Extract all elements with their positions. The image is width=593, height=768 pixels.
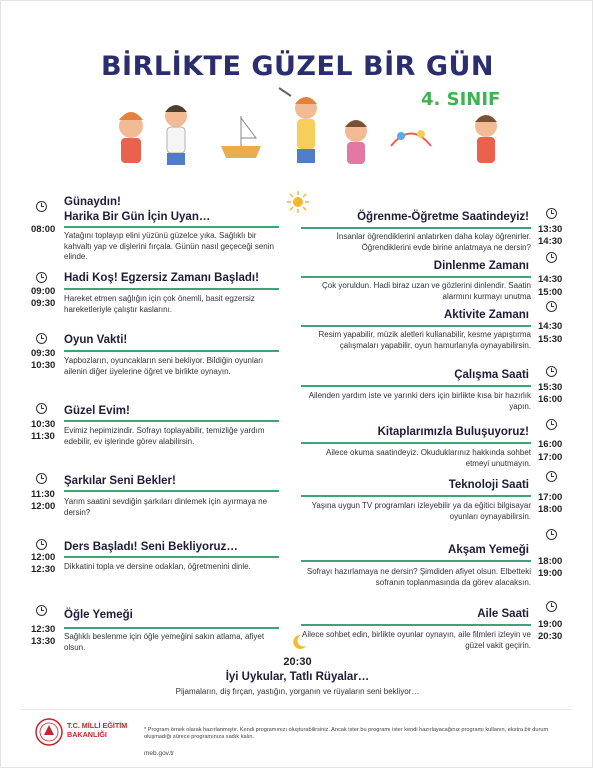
divider	[64, 556, 279, 558]
time-end: 19:00	[538, 568, 563, 579]
time-end: 15:30	[538, 334, 563, 345]
time-start: 10:30	[31, 419, 56, 430]
entry-description: Dikkatini topla ve dersine odaklan, öğretmenini dinle.	[64, 562, 251, 571]
entry-description: İnsanlar öğrendiklerini anlatırken daha kolay öğrenirler. Öğrendiklerini evde birine anlatmaya ne dersin?	[336, 232, 531, 252]
entry-title: Teknoloji Saati	[448, 479, 529, 491]
clock-icon	[36, 201, 47, 212]
night-description: Pijamaların, diş fırçan, yastığın, yorganın ve rüyaların seni bekliyor…	[175, 687, 420, 696]
ministry-name	[67, 721, 127, 739]
ministry-name-line2: BAKANLIĞI	[67, 730, 107, 739]
time-end: 09:30	[31, 298, 56, 309]
entry-description: Çok yoruldun. Hadi biraz uzan ve gözlerini dinlendir. Saatin alarmını kurmayı unutma	[321, 281, 531, 301]
divider	[301, 495, 531, 497]
time-end: 15:00	[538, 287, 563, 298]
footer-url[interactable]: meb.gov.tr	[144, 750, 175, 757]
entry-title: Öğrenme-Öğretme Saatindeyiz!	[357, 211, 529, 223]
divider	[64, 288, 279, 290]
entry-title: Öğle Yemeği	[64, 609, 133, 621]
entry-title: Aile Saati	[477, 608, 529, 620]
entry-description: Yarım saatini sevdiğin şarkıları dinlemek için ayırmaya ne dersin?	[64, 497, 268, 517]
entry-description: Yapbozların, oyuncakların seni bekliyor. Bildiğin oyunları ailenin diğer üyelerine öğret ve birlikte oynayın.	[64, 356, 264, 376]
clock-icon	[546, 419, 557, 430]
sun-icon	[287, 191, 309, 213]
time-start: 12:30	[31, 624, 56, 635]
entry-title: Akşam Yemeği	[448, 544, 529, 556]
entry-description: Yaşına uygun TV programları izleyebilir ya da eğitici bilgisayar oyunları oynayabilirsin.	[311, 501, 531, 521]
time-end: 18:00	[538, 504, 563, 515]
clock-icon	[546, 301, 557, 312]
time-start: 13:30	[538, 224, 563, 235]
entry-description: Resim yapabilir, müzik aletleri kullanabilir, kesme yapıştırma çalışmaları yapabilir, oyun hamurlarıyla oynayabilirsin.	[318, 330, 531, 350]
time-end: 20:30	[538, 631, 563, 642]
time-start: 19:00	[538, 619, 563, 630]
entry-description: Ailece okuma saatindeyiz. Okuduklarınız hakkında sohbet etmeyi unutmayın.	[325, 448, 531, 468]
entry-title: Dinlenme Zamanı	[433, 260, 529, 272]
ministry-name-line1: T.C. MİLLİ EĞİTİM	[67, 721, 128, 730]
clock-icon	[36, 272, 47, 283]
entry-description: Ailece sohbet edin, birlikte oyunlar oynayın, aile filmleri izleyin ve güzel vakit geçirin.	[302, 630, 531, 650]
grade-label: 4. SINIF	[421, 89, 501, 110]
entry-title: Oyun Vakti!	[64, 334, 128, 346]
page-title: BİRLİKTE GÜZEL BİR GÜN	[100, 51, 495, 82]
time-start: 16:00	[538, 439, 563, 450]
divider	[301, 624, 531, 626]
entry-title: Şarkılar Seni Bekler!	[64, 475, 176, 487]
entry-description: Sofrayı hazırlamaya ne dersin? Şimdiden afiyet olsun. Elbetteki sofranın toplanmasında da görev alacaksın.	[306, 567, 531, 587]
time-end: 11:30	[31, 431, 55, 442]
time-end: 17:00	[538, 452, 563, 463]
footer-note: * Program örnek olarak hazırlanmıştır. Kendi programınızı oluşturabilirsiniz. Ancak ister bu programı ister kendi hazırlayacağınız programı kullanın, ekstra bir durum oluşmadığı sürece programınıza sadık kalın.	[144, 727, 549, 741]
time-end: 12:30	[31, 564, 56, 575]
footer-divider	[21, 709, 572, 710]
divider	[301, 385, 531, 387]
clock-icon	[546, 601, 557, 612]
time-start: 14:30	[538, 274, 563, 285]
divider	[301, 325, 531, 327]
clock-icon	[36, 539, 47, 550]
time-start: 08:00	[31, 224, 56, 235]
time-end: 13:30	[31, 636, 56, 647]
entry-title: Ders Başladı! Seni Bekliyoruz…	[64, 541, 238, 553]
clock-icon	[546, 366, 557, 377]
time-end: 16:00	[538, 394, 563, 405]
time-start: 12:00	[31, 552, 56, 563]
time-start: 09:30	[31, 348, 56, 359]
entry-title: Günaydın!	[64, 196, 121, 208]
time-end: 10:30	[31, 360, 56, 371]
divider	[64, 226, 279, 228]
clock-icon	[546, 529, 557, 540]
clock-icon	[36, 333, 47, 344]
entry-title: Çalışma Saati	[454, 369, 529, 381]
divider	[64, 350, 279, 352]
clock-icon	[36, 473, 47, 484]
time-start: 11:30	[31, 489, 55, 500]
divider	[64, 420, 279, 422]
entry-title: Kitaplarımızla Buluşuyoruz!	[377, 426, 529, 438]
time-start: 18:00	[538, 556, 563, 567]
entry-title-line2: Harika Bir Gün İçin Uyan…	[64, 211, 211, 223]
time-end: 14:30	[538, 236, 563, 247]
clock-icon	[546, 471, 557, 482]
divider	[301, 442, 531, 444]
entry-description: Hareket etmen sağlığın için çok önemli, basit egzersiz hareketleriyle çalıştır kaslarını.	[64, 294, 255, 314]
divider	[64, 627, 279, 629]
entry-description: Yatağını toplayıp elini yüzünü güzelce yıka. Sağlıklı bir kahvaltı yap ve dişlerini fırçala. Günün nasıl geçeceği senin elinde.	[64, 231, 274, 261]
time-start: 17:00	[538, 492, 563, 503]
clock-icon	[546, 252, 557, 263]
entry-title: Aktivite Zamanı	[444, 309, 529, 321]
clock-icon	[36, 403, 47, 414]
divider	[301, 227, 531, 229]
entry-title: Güzel Evim!	[64, 405, 130, 417]
clock-icon	[36, 605, 47, 616]
meb-logo-icon	[34, 717, 64, 747]
entry-description: Sağlıklı beslenme için öğle yemeğini sakın atlama, afiyet olsun.	[64, 632, 265, 652]
divider	[301, 276, 531, 278]
entry-title: Hadi Koş! Egzersiz Zamanı Başladı!	[64, 272, 259, 284]
clock-icon	[546, 208, 557, 219]
moon-icon	[291, 634, 307, 650]
time-start: 15:30	[538, 382, 563, 393]
entry-description: Ailenden yardım iste ve yarınki ders için birlikte kısa bir hazırlık yapın.	[308, 391, 531, 411]
entry-description: Evimiz hepimizindir. Sofrayı toplayabilir, temizliğe yardım edebilir, ev işlerinde görev alabilirsin.	[64, 426, 265, 446]
divider	[64, 490, 279, 492]
time-end: 12:00	[31, 501, 56, 512]
time-start: 09:00	[31, 286, 56, 297]
divider	[301, 560, 531, 562]
night-title: İyi Uykular, Tatlı Rüyalar…	[225, 671, 370, 683]
time-start: 14:30	[538, 321, 563, 332]
night-time: 20:30	[283, 656, 312, 668]
